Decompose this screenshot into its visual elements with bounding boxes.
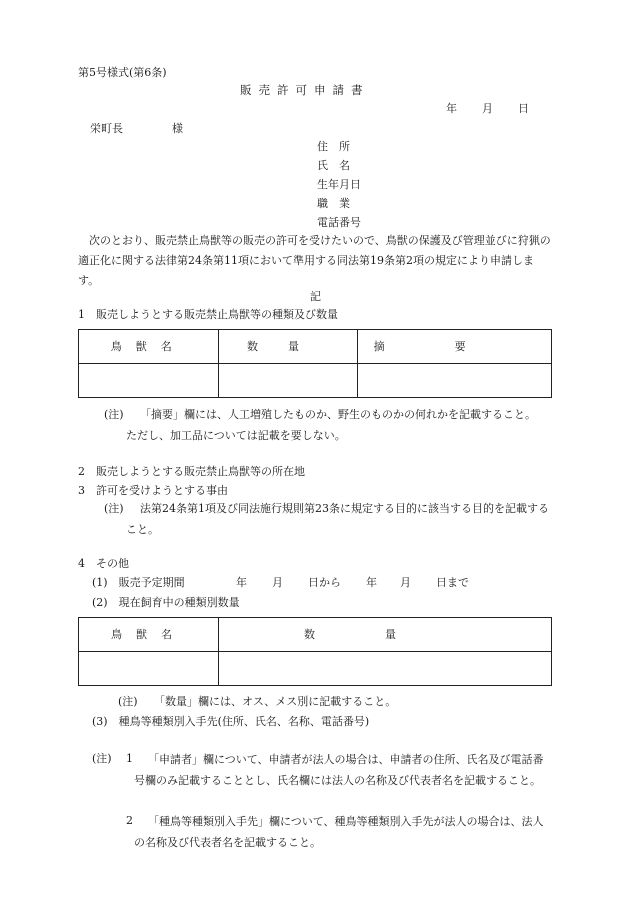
table-header-row — [79, 618, 552, 652]
species-cell[interactable] — [79, 364, 219, 398]
section2-heading: 2 販売しようとする販売禁止鳥獣等の所在地 — [78, 465, 305, 478]
section1-note-line2: ただし、加工品については記載を要しない。 — [126, 429, 346, 442]
species-cell[interactable] — [79, 652, 219, 686]
applicant-address-label: 住 所 — [317, 140, 350, 153]
section1-note-line1: 「摘要」欄には、人工増殖したものか、野生のものかの何れかを記載すること。 — [140, 408, 536, 421]
section4-note: 「数量」欄には、オス、メス別に記載すること。 — [154, 695, 397, 708]
header-quantity: 数量 — [219, 618, 552, 652]
quantity-cell[interactable] — [218, 364, 358, 398]
document-title: 販売許可申請書 — [240, 83, 370, 97]
section1-note-label: (注) — [104, 408, 124, 421]
ki-heading: 記 — [310, 290, 321, 303]
quantity-cell[interactable] — [219, 652, 552, 686]
period-start-year: 年 — [236, 576, 247, 589]
species-quantity-table — [78, 329, 552, 398]
section3-note: 法第24条第1項及び同法施行規則第23条に規定する目的に該当する目的を記載すること。 — [126, 502, 549, 536]
current-stock-table — [78, 617, 552, 686]
period-end-day: 日まで — [436, 576, 469, 589]
date-month-label: 月 — [482, 102, 493, 115]
period-end-year: 年 — [366, 576, 377, 589]
header-species: 鳥獣名 — [79, 618, 219, 652]
header-remarks: 摘要 — [358, 330, 552, 364]
footer-note-label: (注) — [92, 752, 112, 765]
date-year-label: 年 — [446, 102, 457, 115]
addressee-name: 栄町長 — [90, 122, 123, 135]
supplier-label: (3) 種鳥等種類別入手先(住所、氏名、名称、電話番号) — [92, 715, 370, 728]
section4-note-label: (注) — [118, 695, 138, 708]
period-start-day: 日から — [308, 576, 341, 589]
form-number: 第5号様式(第6条) — [78, 66, 167, 79]
section1-heading: 1 販売しようとする販売禁止鳥獣等の種類及び数量 — [78, 308, 338, 321]
remarks-cell[interactable] — [358, 364, 552, 398]
period-end-month: 月 — [400, 576, 411, 589]
table-row — [79, 364, 552, 398]
table-header-row — [79, 330, 552, 364]
section3-note-label: (注) — [104, 502, 124, 515]
header-species: 鳥獣名 — [79, 330, 219, 364]
footer-note1: 「申請者」欄について、申請者が法人の場合は、申請者の住所、氏名及び電話番号欄のみ記載することとし、氏名欄には法人の名称及び代表者名を記載すること。 — [134, 753, 544, 787]
applicant-name-label: 氏 名 — [317, 159, 350, 172]
current-stock-label: (2) 現在飼育中の種類別数量 — [92, 596, 240, 609]
section4-heading: 4 その他 — [78, 557, 129, 570]
applicant-phone-label: 電話番号 — [317, 216, 361, 229]
table-row — [79, 652, 552, 686]
footer-note2: 「種鳥等種類別入手先」欄について、種鳥等種類別入手先が法人の場合は、法人の名称及び代表者名を記載すること。 — [134, 815, 544, 849]
intro-paragraph: 次のとおり、販売禁止鳥獣等の販売の許可を受けたいので、鳥獣の保護及び管理並びに狩猟の適正化に関する法律第24条第11項において準用する同法第19条第2項の規定により申請します。 — [78, 234, 551, 287]
footer-note1-number: 1 — [126, 752, 133, 765]
header-quantity: 数量 — [218, 330, 358, 364]
footer-note2-number: 2 — [126, 814, 133, 827]
applicant-occupation-label: 職 業 — [317, 197, 350, 210]
section3-heading: 3 許可を受けようとする事由 — [78, 484, 228, 497]
applicant-birthdate-label: 生年月日 — [317, 178, 361, 191]
addressee-honorific: 様 — [172, 122, 183, 135]
period-start-month: 月 — [272, 576, 283, 589]
sale-period-label: (1) 販売予定期間 — [92, 576, 185, 589]
date-day-label: 日 — [518, 102, 529, 115]
